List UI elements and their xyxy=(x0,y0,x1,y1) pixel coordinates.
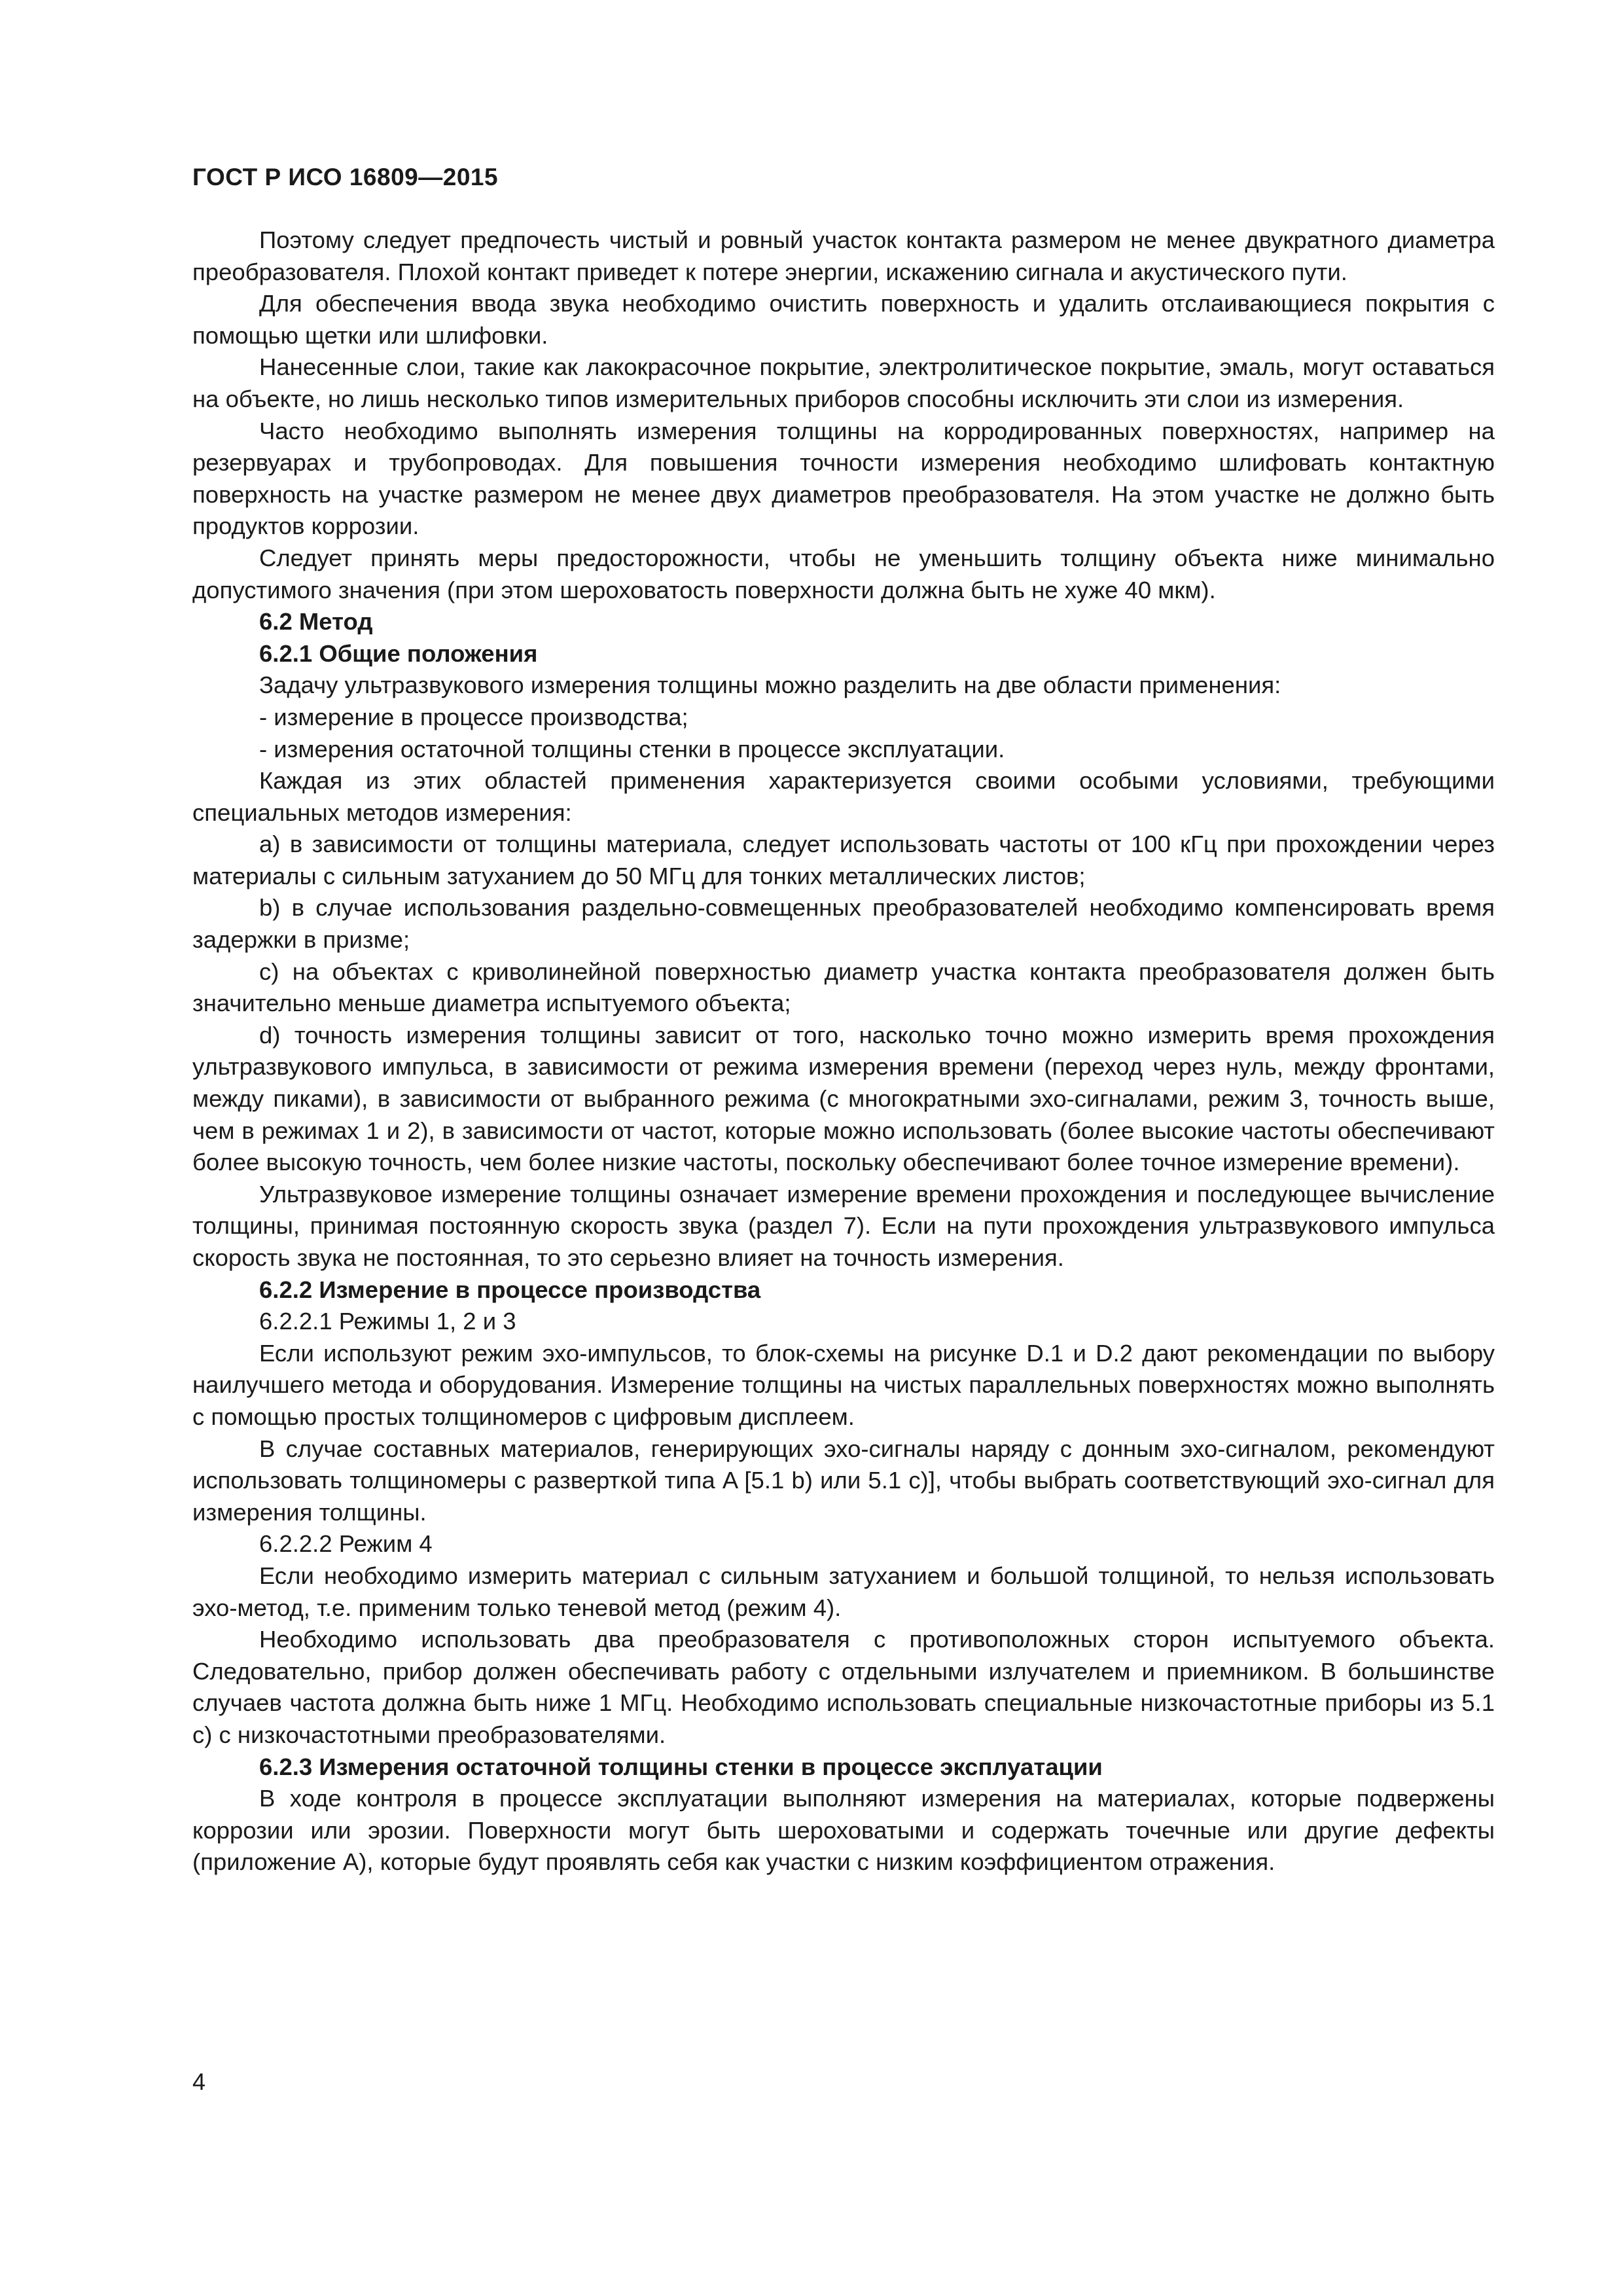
paragraph: Для обеспечения ввода звука необходимо очистить поверхность и удалить отслаивающиеся покрытия с помощью щетки или шлифовки. xyxy=(192,290,1495,349)
list-item: a) в зависимости от толщины материала, следует использовать частоты от 100 кГц при прохождении через материалы с сильным затуханием до 50 МГц для тонких металлических листов; xyxy=(192,831,1495,889)
clause-heading: 6.2.2.2 Режим 4 xyxy=(259,1530,433,1558)
paragraph: Каждая из этих областей применения характеризуется своими особыми условиями, требующими специальных методов измерения: xyxy=(192,767,1495,826)
paragraph: Необходимо использовать два преобразователя с противоположных сторон испытуемого объекта. Следовательно, прибор должен обеспечивать работу с отдельными излучателем и приемником. В большинстве случаев частота должна быть ниже 1 МГц. Необходимо использовать специальные низкочастотные приборы из 5.1 c) с низкочастотными преобразователями. xyxy=(192,1626,1495,1748)
paragraph: Если необходимо измерить материал с сильным затуханием и большой толщиной, то нельзя использовать эхо-метод, т.е. применим только теневой метод (режим 4). xyxy=(192,1562,1495,1621)
subsection-heading: 6.2.1 Общие положения xyxy=(259,639,538,667)
paragraph: Нанесенные слои, такие как лакокрасочное покрытие, электролитическое покрытие, эмаль, могут оставаться на объекте, но лишь несколько типов измерительных приборов способны исключить эти слои из измерения. xyxy=(192,353,1495,412)
document-header: ГОСТ Р ИСО 16809—2015 xyxy=(192,164,499,190)
list-item: - измерение в процессе производства; xyxy=(259,703,688,730)
paragraph: В ходе контроля в процессе эксплуатации выполняют измерения на материалах, которые подвержены коррозии или эрозии. Поверхности могут быть шероховатыми и содержать точечные или другие дефекты (приложение A), которые будут проявлять себя как участки с низким коэффициентом отражения. xyxy=(192,1785,1495,1876)
section-heading: 6.2 Метод xyxy=(259,608,373,636)
subsection-heading: 6.2.3 Измерения остаточной толщины стенки в процессе эксплуатации xyxy=(259,1753,1103,1780)
list-item: - измерения остаточной толщины стенки в процессе эксплуатации. xyxy=(259,735,1005,762)
paragraph: Задачу ультразвукового измерения толщины можно разделить на две области применения: xyxy=(259,672,1281,699)
list-item: b) в случае использования раздельно-совмещенных преобразователей необходимо компенсировать время задержки в призме; xyxy=(192,894,1495,954)
list-item: c) на объектах с криволинейной поверхностью диаметр участка контакта преобразователя должен быть значительно меньше диаметра испытуемого объекта; xyxy=(192,958,1495,1017)
paragraph: Ультразвуковое измерение толщины означает измерение времени прохождения и последующее вычисление толщины, принимая постоянную скорость звука (раздел 7). Если на пути прохождения ультразвукового импульса скорость звука не постоянная, то это серьезно влияет на точность измерения. xyxy=(192,1180,1495,1271)
page-number: 4 xyxy=(192,2068,206,2095)
list-item: d) точность измерения толщины зависит от того, насколько точно можно измерить время прохождения ультразвукового импульса, в зависимости от режима измерения времени (переход через нуль, между фронтами, между пиками), в зависимости от выбранного режима (с многократными эхо-сигналами, режим 3, точность выше, чем в режимах 1 и 2), в зависимости от частот, которые можно использовать (более высокие частоты обеспечивают более высокую точность, чем более низкие частоты, поскольку обеспечивают более точное измерение времени). xyxy=(192,1021,1495,1176)
paragraph: В случае составных материалов, генерирующих эхо-сигналы наряду с донным эхо-сигналом, рекомендуют использовать толщиномеры с разверткой типа A [5.1 b) или 5.1 c)], чтобы выбрать соответствующий эхо-сигнал для измерения толщины. xyxy=(192,1435,1495,1526)
paragraph: Поэтому следует предпочесть чистый и ровный участок контакта размером не менее двукратного диаметра преобразователя. Плохой контакт приведет к потере энергии, искажению сигнала и акустического пути. xyxy=(192,226,1495,285)
paragraph: Следует принять меры предосторожности, чтобы не уменьшить толщину объекта ниже минимально допустимого значения (при этом шероховатость поверхности должна быть не хуже 40 мкм). xyxy=(192,544,1495,603)
document-body xyxy=(192,224,1495,1878)
paragraph: Часто необходимо выполнять измерения толщины на корродированных поверхностях, например на резервуарах и трубопроводах. Для повышения точности измерения необходимо шлифовать контактную поверхность на участке размером не менее двух диаметров преобразователя. На этом участке не должно быть продуктов коррозии. xyxy=(192,417,1495,540)
subsection-heading: 6.2.2 Измерение в процессе производства xyxy=(259,1276,761,1303)
paragraph: Если используют режим эхо-импульсов, то блок-схемы на рисунке D.1 и D.2 дают рекомендации по выбору наилучшего метода и оборудования. Измерение толщины на чистых параллельных поверхностях можно выполнять с помощью простых толщиномеров с цифровым дисплеем. xyxy=(192,1339,1495,1430)
clause-heading: 6.2.2.1 Режимы 1, 2 и 3 xyxy=(259,1308,516,1335)
